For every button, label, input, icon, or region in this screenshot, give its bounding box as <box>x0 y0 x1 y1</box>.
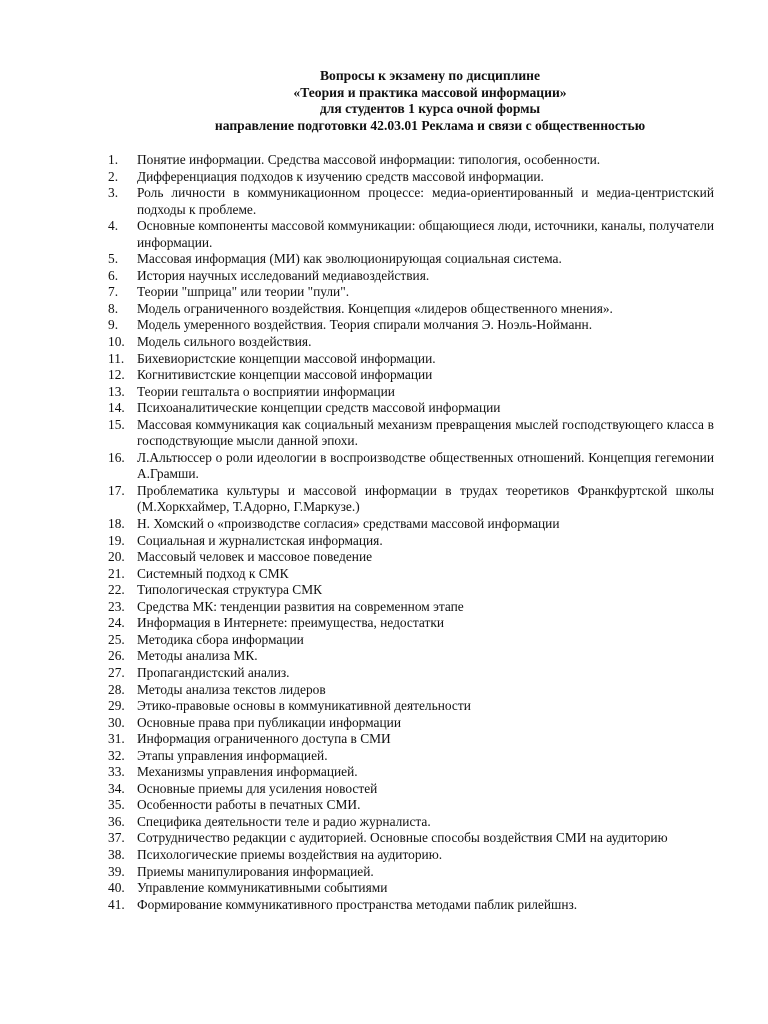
question-item <box>108 665 714 682</box>
question-text: Этапы управления информацией. <box>137 747 328 763</box>
question-text: Теории гештальта о восприятии информации <box>137 383 395 399</box>
question-text: Специфика деятельности теле и радио журналиста. <box>137 813 431 829</box>
question-item <box>108 648 714 665</box>
question-item <box>108 682 714 699</box>
question-item <box>108 268 714 285</box>
question-number: 38. <box>108 846 125 862</box>
question-text: Методика сбора информации <box>137 631 304 647</box>
question-text: Модель умеренного воздействия. Теория спирали молчания Э. Ноэль-Нойманн. <box>137 317 593 333</box>
question-number: 40. <box>108 880 125 896</box>
question-number: 30. <box>108 714 125 730</box>
question-text: Методы анализа МК. <box>137 648 258 664</box>
question-item <box>108 367 714 384</box>
question-text: Психоаналитические концепции средств массовой информации <box>137 400 501 416</box>
question-number: 3. <box>108 185 119 201</box>
question-number: 21. <box>108 565 125 581</box>
question-number: 1. <box>108 152 119 167</box>
question-number: 12. <box>108 367 125 383</box>
question-number: 26. <box>108 648 125 664</box>
question-text: Когнитивистские концепции массовой информации <box>137 367 433 383</box>
question-number: 24. <box>108 615 125 631</box>
question-item <box>108 632 714 649</box>
question-number: 32. <box>108 747 125 763</box>
question-item <box>108 748 714 765</box>
question-text: Приемы манипулирования информацией. <box>137 863 374 879</box>
question-item <box>108 814 714 831</box>
question-item <box>108 533 714 550</box>
question-number: 5. <box>108 251 119 267</box>
question-text: Средства МК: тенденции развития на современном этапе <box>137 598 464 614</box>
exam-question-list <box>108 152 714 913</box>
question-item <box>108 400 714 417</box>
question-item <box>108 715 714 732</box>
question-item <box>108 830 714 847</box>
question-item <box>108 864 714 881</box>
question-item <box>108 731 714 748</box>
question-text: Бихевиористские концепции массовой информации. <box>137 350 436 366</box>
question-number: 8. <box>108 300 119 316</box>
question-item <box>108 516 714 533</box>
question-item <box>108 251 714 268</box>
question-text: Психологические приемы воздействия на аудиторию. <box>137 846 443 862</box>
header-discipline-line: «Теория и практика массовой информации» <box>293 84 567 100</box>
question-number: 39. <box>108 863 125 879</box>
question-text: Модель сильного воздействия. <box>137 334 312 350</box>
question-item <box>108 317 714 334</box>
question-text: Основные приемы для усиления новостей <box>137 780 378 796</box>
question-text: Массовая информация (МИ) как эволюционирующая социальная система. <box>137 251 562 267</box>
header-title-line: Вопросы к экзамену по дисциплине <box>319 68 541 83</box>
question-item <box>108 334 714 351</box>
question-number: 28. <box>108 681 125 697</box>
question-number: 2. <box>108 168 119 184</box>
question-number: 22. <box>108 582 125 598</box>
question-text: История научных исследований медиавоздействия. <box>137 267 430 283</box>
question-item <box>108 781 714 798</box>
question-item <box>108 615 714 632</box>
question-item <box>108 301 714 318</box>
question-number: 16. <box>108 449 125 465</box>
question-number: 6. <box>108 267 119 283</box>
question-item <box>108 566 714 583</box>
question-number: 29. <box>108 698 125 714</box>
document-header <box>100 68 760 134</box>
question-item <box>108 218 714 251</box>
question-text: Этико-правовые основы в коммуникативной деятельности <box>137 698 471 714</box>
question-number: 41. <box>108 896 125 912</box>
question-item <box>108 582 714 599</box>
question-number: 4. <box>108 218 119 234</box>
question-item <box>108 847 714 864</box>
question-text: Понятие информации. Средства массовой информации: типология, особенности. <box>137 152 601 167</box>
question-number: 31. <box>108 731 125 747</box>
question-number: 14. <box>108 400 125 416</box>
question-text: Проблематика культуры и массовой информации в трудах теоретиков Франкфуртской школы (М.Хоркхаймер, Т.Адорно, Г.Маркузе.) <box>137 482 714 515</box>
question-text: Пропагандистский анализ. <box>137 664 290 680</box>
question-number: 23. <box>108 598 125 614</box>
question-number: 25. <box>108 631 125 647</box>
question-text: Управление коммуникативными событиями <box>137 880 388 896</box>
question-number: 19. <box>108 532 125 548</box>
question-item <box>108 351 714 368</box>
question-number: 37. <box>108 830 125 846</box>
question-text: Основные права при публикации информации <box>137 714 401 730</box>
question-text: Н. Хомский о «производстве согласия» средствами массовой информации <box>137 516 560 532</box>
question-text: Системный подход к СМК <box>137 565 289 581</box>
question-item <box>108 880 714 897</box>
question-item <box>108 483 714 516</box>
question-item <box>108 284 714 301</box>
question-item <box>108 384 714 401</box>
question-number: 20. <box>108 549 125 565</box>
question-number: 17. <box>108 482 125 498</box>
question-number: 15. <box>108 416 125 432</box>
question-number: 7. <box>108 284 119 300</box>
question-item <box>108 185 714 218</box>
question-item <box>108 169 714 186</box>
question-number: 18. <box>108 516 125 532</box>
question-number: 34. <box>108 780 125 796</box>
question-text: Модель ограниченного воздействия. Концепция «лидеров общественного мнения». <box>137 300 613 316</box>
question-text: Массовый человек и массовое поведение <box>137 549 373 565</box>
question-item <box>108 152 714 169</box>
question-item <box>108 549 714 566</box>
question-text: Особенности работы в печатных СМИ. <box>137 797 361 813</box>
question-text: Теории "шприца" или теории "пули". <box>137 284 350 300</box>
question-item <box>108 797 714 814</box>
question-number: 13. <box>108 383 125 399</box>
question-number: 9. <box>108 317 119 333</box>
question-text: Сотрудничество редакции с аудиторией. Основные способы воздействия СМИ на аудиторию <box>137 830 668 846</box>
question-text: Механизмы управления информацией. <box>137 764 358 780</box>
question-text: Массовая коммуникация как социальный механизм превращения мыслей господствующего класса в господствующие мысли данной эпохи. <box>137 416 714 449</box>
question-item <box>108 897 714 914</box>
question-text: Л.Альтюссер о роли идеологии в воспроизводстве общественных отношений. Концепция гегемонии А.Грамши. <box>137 449 714 482</box>
question-number: 35. <box>108 797 125 813</box>
question-item <box>108 450 714 483</box>
question-text: Социальная и журналистская информация. <box>137 532 383 548</box>
question-item <box>108 599 714 616</box>
question-number: 27. <box>108 664 125 680</box>
question-text: Формирование коммуникативного пространства методами паблик рилейшнз. <box>137 896 578 912</box>
question-number: 36. <box>108 813 125 829</box>
question-text: Основные компоненты массовой коммуникации: общающиеся люди, источники, каналы, получатели информации. <box>137 218 714 250</box>
question-number: 10. <box>108 334 125 350</box>
header-students-line: для студентов 1 курса очной формы <box>319 101 541 117</box>
header-direction-line: направление подготовки 42.03.01 Реклама и связи с общественностью <box>214 117 646 133</box>
question-text: Роль личности в коммуникационном процессе: медиа-ориентированный и медиа-центристский подходы к проблеме. <box>137 185 714 217</box>
question-number: 33. <box>108 764 125 780</box>
question-text: Информация ограниченного доступа в СМИ <box>137 731 391 747</box>
question-text: Информация в Интернете: преимущества, недостатки <box>137 615 444 631</box>
question-text: Методы анализа текстов лидеров <box>137 681 326 697</box>
question-item <box>108 698 714 715</box>
question-item <box>108 764 714 781</box>
question-text: Дифференциация подходов к изучению средств массовой информации. <box>137 168 544 184</box>
question-item <box>108 417 714 450</box>
question-text: Типологическая структура СМК <box>137 582 323 598</box>
question-number: 11. <box>108 350 125 366</box>
